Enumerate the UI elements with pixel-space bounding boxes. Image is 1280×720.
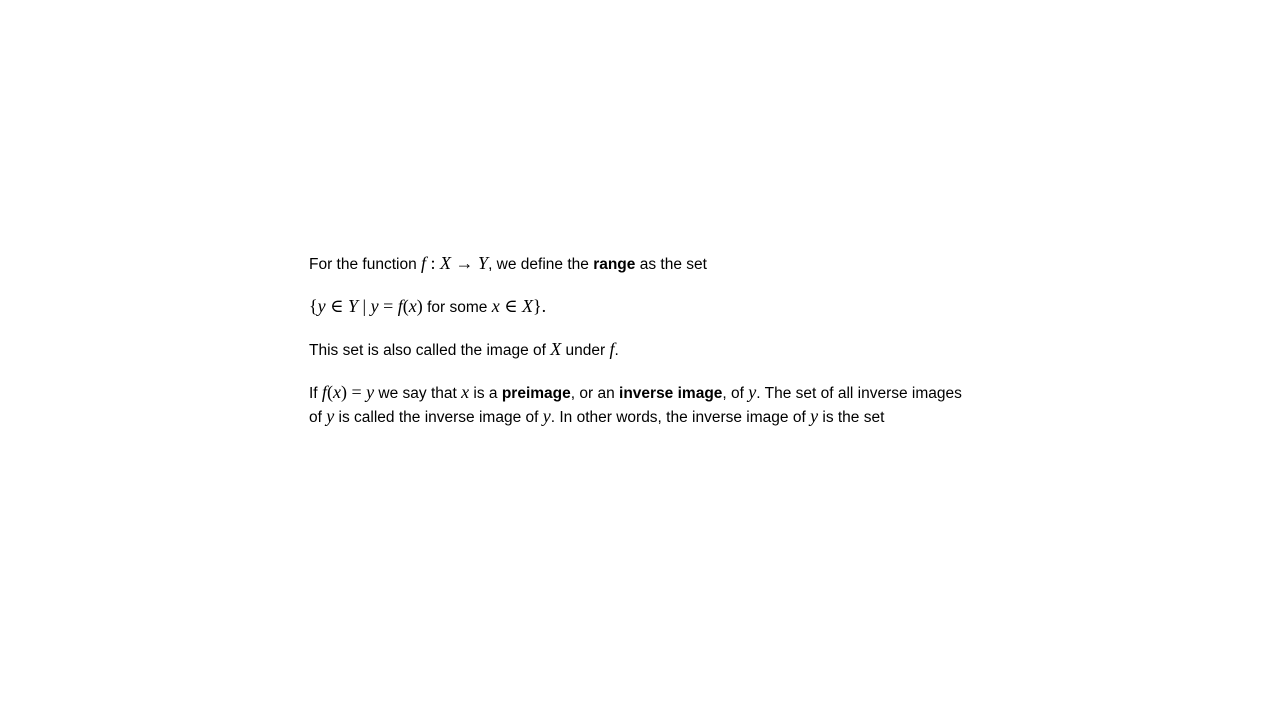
text-span: For the function xyxy=(309,256,422,273)
document-body xyxy=(309,252,979,448)
math-y: y xyxy=(317,296,326,316)
math-brace-open: { xyxy=(309,296,318,316)
text-span: This set is also called the image of xyxy=(309,342,551,359)
text-span: is the set xyxy=(818,409,885,426)
math-y: y xyxy=(366,382,375,402)
text-span: . The set of all inverse images of xyxy=(309,385,962,426)
text-span: If xyxy=(309,385,322,402)
text-span: as the set xyxy=(635,256,707,273)
math-X: X xyxy=(522,296,534,316)
text-span: . In other words, the inverse image of xyxy=(550,409,811,426)
math-X: X xyxy=(550,339,562,359)
math-x: x xyxy=(461,382,470,402)
math-paren-close: ) xyxy=(340,382,347,402)
term-inverse-image: inverse image xyxy=(619,385,723,402)
math-period: . xyxy=(541,296,547,316)
math-equals: = xyxy=(346,382,367,402)
math-f: f xyxy=(321,382,327,402)
math-x: x xyxy=(408,296,417,316)
range-set-expression xyxy=(309,295,979,319)
math-f: f xyxy=(397,296,403,316)
math-equals: = xyxy=(378,296,398,316)
math-brace-close: } xyxy=(533,296,542,316)
math-bar: | xyxy=(357,296,371,316)
preimage-paragraph xyxy=(309,381,979,429)
math-paren-open: ( xyxy=(326,382,333,402)
text-span: , of xyxy=(722,385,749,402)
text-span: , or an xyxy=(570,385,620,402)
image-paragraph xyxy=(309,338,979,362)
math-X: X xyxy=(440,253,452,273)
text-span: . xyxy=(614,342,619,359)
term-range: range xyxy=(593,256,636,273)
math-y: y xyxy=(542,406,551,426)
text-span: under xyxy=(561,342,610,359)
term-preimage: preimage xyxy=(501,385,571,402)
math-Y: Y xyxy=(347,296,358,316)
math-y: y xyxy=(326,406,335,426)
text-span: is called the inverse image of xyxy=(334,409,543,426)
math-y: y xyxy=(748,382,757,402)
math-x: x xyxy=(332,382,341,402)
math-f: f xyxy=(609,339,615,359)
math-element-of: ∈ xyxy=(325,296,348,316)
math-element-of: ∈ xyxy=(499,296,523,316)
math-f: f xyxy=(421,253,427,273)
math-y: y xyxy=(810,406,819,426)
math-paren-close: ) xyxy=(416,296,423,316)
text-span: is a xyxy=(469,385,502,402)
text-span: we say that xyxy=(374,385,462,402)
math-x: x xyxy=(491,296,500,316)
text-span: , we define the xyxy=(488,256,594,273)
math-y: y xyxy=(370,296,379,316)
range-definition-paragraph xyxy=(309,252,979,276)
math-colon: : xyxy=(426,253,441,273)
math-arrow: → xyxy=(451,253,479,273)
math-paren-open: ( xyxy=(402,296,409,316)
math-Y: Y xyxy=(478,253,489,273)
text-span: for some xyxy=(422,299,492,316)
